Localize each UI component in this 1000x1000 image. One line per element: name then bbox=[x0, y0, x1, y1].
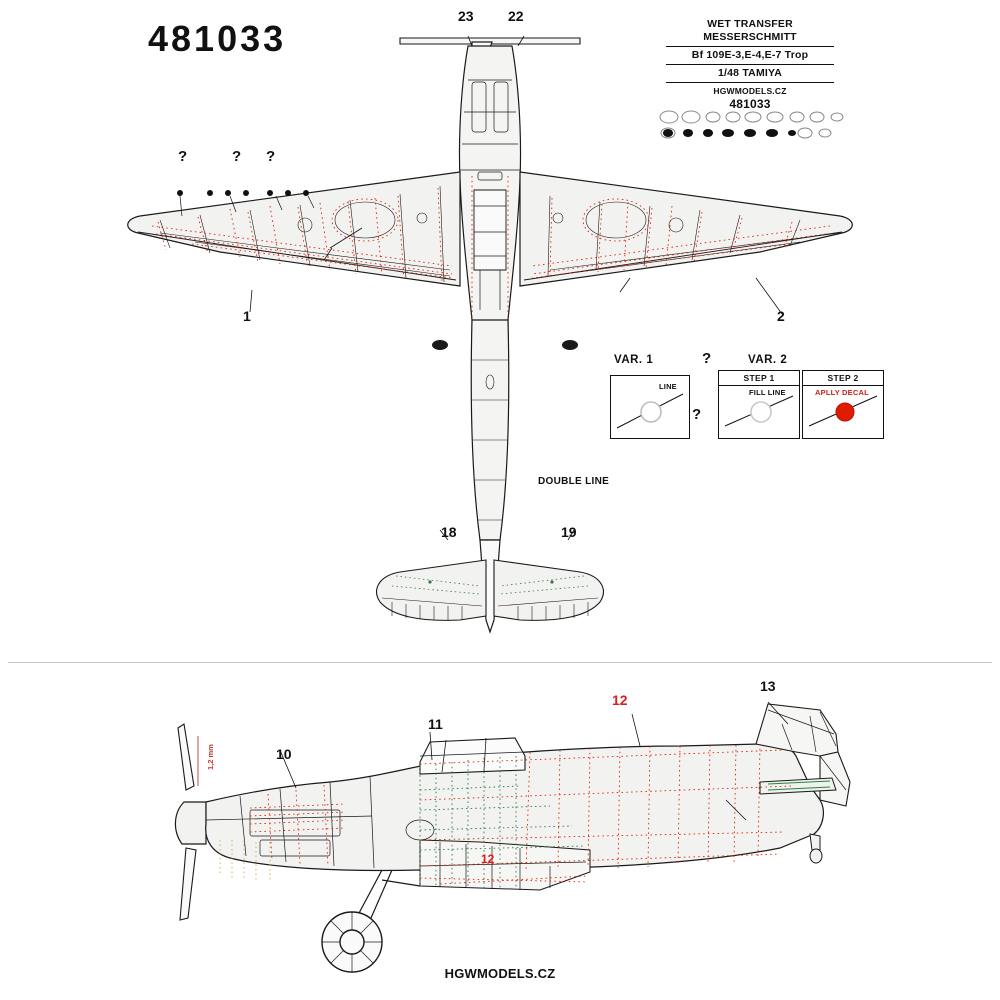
header-line-5: HGWMODELS.CZ bbox=[713, 86, 787, 96]
section-divider bbox=[8, 662, 992, 663]
callout-11: 11 bbox=[428, 716, 443, 732]
double-line-note: DOUBLE LINE bbox=[538, 476, 610, 487]
callout-10: 10 bbox=[276, 746, 292, 762]
fill-line-caption: FILL LINE bbox=[749, 388, 786, 397]
top-view-plan bbox=[100, 20, 900, 650]
line-caption: LINE bbox=[659, 382, 677, 391]
apply-decal-caption: APLLY DECAL bbox=[815, 388, 869, 397]
kit-number: 481033 bbox=[148, 18, 287, 59]
line-illustration bbox=[611, 376, 689, 436]
step1-header: STEP 1 bbox=[719, 371, 799, 386]
dimension-label: 1,2 mm bbox=[206, 744, 215, 770]
callout-22: 22 bbox=[508, 8, 524, 24]
variant-question-mark-2: ? bbox=[692, 406, 702, 423]
question-mark-1: ? bbox=[178, 148, 188, 165]
footer-brand: HGWMODELS.CZ bbox=[444, 966, 556, 981]
callout-13: 13 bbox=[760, 678, 776, 694]
callout-1: 1 bbox=[243, 308, 251, 324]
header-line-1: WET TRANSFER bbox=[707, 18, 793, 30]
variant-box-line bbox=[610, 375, 690, 439]
variant-box-step1 bbox=[718, 370, 800, 439]
question-mark-3: ? bbox=[266, 148, 276, 165]
callout-12b: 12 bbox=[481, 852, 495, 866]
var-1-label: VAR. 1 bbox=[614, 354, 654, 366]
callout-18: 18 bbox=[441, 524, 457, 540]
variant-question-mark: ? bbox=[702, 350, 712, 367]
callout-19: 19 bbox=[561, 524, 577, 540]
step2-header: STEP 2 bbox=[803, 371, 883, 386]
callout-12: 12 bbox=[612, 692, 628, 708]
side-view-profile bbox=[120, 690, 880, 980]
header-line-6: 481033 bbox=[729, 97, 771, 111]
var-2-label: VAR. 2 bbox=[748, 354, 788, 366]
header-line-4: 1/48 TAMIYA bbox=[717, 67, 783, 79]
question-mark-2: ? bbox=[232, 148, 242, 165]
header-line-2: MESSERSCHMITT bbox=[703, 31, 797, 43]
callout-2: 2 bbox=[777, 308, 785, 324]
variant-box-step2 bbox=[802, 370, 884, 439]
callout-23: 23 bbox=[458, 8, 474, 24]
header-line-3: Bf 109E-3,E-4,E-7 Trop bbox=[691, 49, 809, 61]
